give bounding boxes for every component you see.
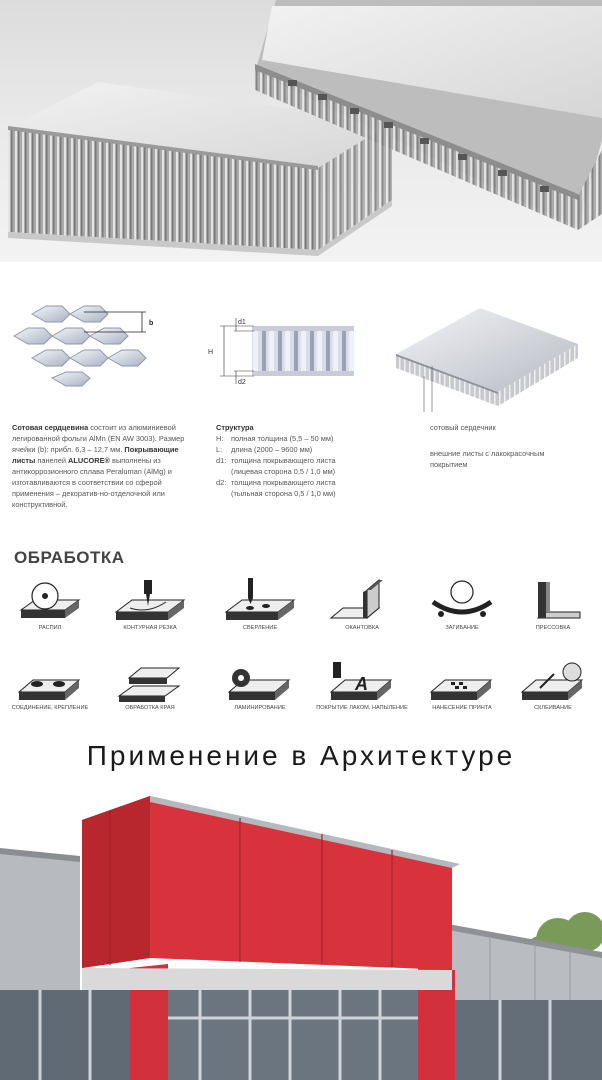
building-photo	[0, 790, 602, 1080]
diagram-section	[0, 262, 602, 542]
svg-text:A: A	[355, 674, 368, 694]
processing-item-pressing: ПРЕССОВКА	[503, 578, 602, 640]
print-icon	[427, 658, 497, 704]
svg-text:H: H	[208, 349, 214, 356]
processing-grid	[0, 578, 602, 723]
processing-item-gluing: СКЛЕИВАНИЕ	[503, 658, 602, 720]
processing-item-drilling: СВЕРЛЕНИЕ	[210, 578, 310, 640]
architecture-title: Применение в Архитектуре	[86, 740, 516, 771]
processing-item-spray-coating: A ПОКРЫТИЕ ЛАКОМ, НАПЫЛЕНИЕ	[312, 658, 412, 720]
processing-item-saw: РАСПИЛ	[0, 578, 100, 640]
processing-item-edge-treatment: ОБРАБОТКА КРАЯ	[100, 658, 200, 720]
cell-size-label: b	[149, 320, 154, 327]
processing-item-printing: НАНЕСЕНИЕ ПРИНТА	[412, 658, 512, 720]
processing-item-contour-cutting: КОНТУРНАЯ РЕЗКА	[100, 578, 200, 640]
panel-legend-core: сотовый сердечник	[430, 423, 496, 432]
processing-item-lamination: ЛАМИНИРОВАНИЕ	[210, 658, 310, 720]
structure-row: L: длина (2000 – 9600 мм)	[216, 445, 313, 454]
structure-description	[216, 422, 386, 499]
press-icon	[518, 578, 588, 624]
gluing-icon	[518, 658, 588, 704]
edging-icon	[327, 578, 397, 624]
fastening-icon	[15, 658, 85, 704]
structure-title: Структура	[216, 423, 254, 432]
isometric-panel-diagram	[388, 302, 588, 412]
structure-row: d1: толщина покрывающего листа	[216, 456, 336, 465]
edge-icon	[115, 658, 185, 704]
structure-row: d2: толщина покрывающего листа	[216, 478, 336, 487]
bending-icon	[427, 578, 497, 624]
structure-cross-section-diagram	[204, 316, 356, 388]
drill-icon	[220, 578, 300, 624]
structure-row: H: полная толщина (5,5 – 50 мм)	[216, 434, 334, 443]
svg-text:d2: d2	[238, 379, 246, 386]
structure-row: (лицевая сторона 0,5 / 1,0 мм)	[231, 467, 336, 476]
honeycomb-core-description: Сотовая сердцевина состоит из алюминиевой легированной фольги AlMn (EN AW 3003). Размер ячейки (b): прибл. 6,3 – 12,7 мм. Покрывающие листы панелей ALUCORE® выполнены из антикоррозионного сплава Peraluman (AlMg) и изготавливаются в соответствии со сферой применения – декоратив-но-отделочной или конструктивной.	[12, 423, 185, 509]
hero-photo-honeycomb-panels	[0, 0, 602, 262]
building-facade-illustration	[0, 790, 602, 1080]
saw-icon	[15, 578, 85, 624]
honeycomb-panels-illustration	[0, 0, 602, 262]
lamination-icon	[225, 658, 295, 704]
svg-text:d1: d1	[238, 319, 246, 326]
processing-item-fastening: СОЕДИНЕНИЕ, КРЕПЛЕНИЕ	[0, 658, 100, 720]
panel-legend-sheets: внешние листы с лакокрасочным покрытием	[430, 449, 545, 469]
honeycomb-cell-diagram	[12, 292, 162, 388]
spray-icon	[327, 658, 397, 704]
processing-item-edging: ОКАНТОВКА	[312, 578, 412, 640]
structure-row: (тыльная сторона 0,5 / 1,0 мм)	[231, 489, 336, 498]
processing-heading: ОБРАБОТКА	[14, 548, 125, 567]
router-icon	[110, 578, 190, 624]
processing-item-bending: ЗАГИБАНИЕ	[412, 578, 512, 640]
